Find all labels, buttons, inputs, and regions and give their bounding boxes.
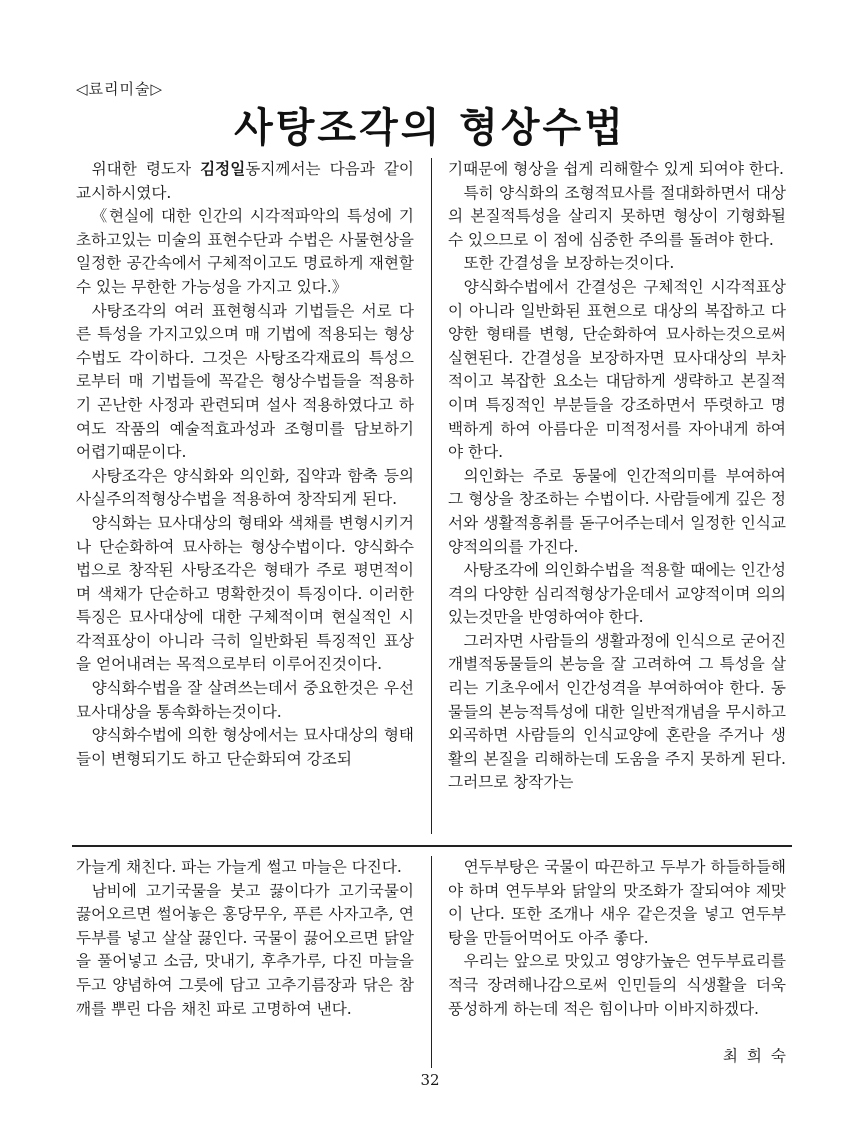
body-paragraph: 양식화수법에 의한 형상에서는 묘사대상의 형태들이 변형되기도 하고 단순화되여 강조되 [76,726,414,768]
recipe-paragraph: 연두부탕은 국물이 따끈하고 두부가 하들하들해야 하며 연두부와 닭알의 맛조화가 잘되여야 제맛이 난다. 또한 조개나 새우 같은것을 넣고 연두부탕을 만들어먹어도 아주 좋다. [448,858,786,947]
body-paragraph: 양식화수법을 잘 살려쓰는데서 중요한것은 우선 묘사대상을 통속화하는것이다. [76,679,414,721]
section-label: ◁료리미술▷ [76,80,164,98]
recipe-paragraph: 남비에 고기국물을 붓고 끓이다가 고기국물이 끓어오르면 썰어놓은 홍당무우, 푸른 사자고추, 연두부를 넣고 살살 끓인다. 국물이 끓어오르면 닭알을 풀어넣고 소금, 맛내기, 후추가루, 다진 마늘을 두고 양념하여 그릇에 담고 고추기름장과 닦은 참깨를 뿌린 다음 채친 파로 고명하여 낸다. [76,881,414,1018]
quote-paragraph: 《현실에 대한 인간의 시각적파악의 특성에 기초하고있는 미술의 표현수단과 수법은 사물현상을 일정한 공간속에서 구체적이고도 명료하게 재현할수 있는 무한한 가능성을 가지고 있다.》 [76,207,414,296]
body-paragraph: 의인화는 주로 동물에 인간적의미를 부여하여 그 형상을 창조하는 수법이다. 사람들에게 깊은 정서와 생활적흥취를 돋구어주는데서 일정한 인식교양적의의를 가진다. [448,466,786,556]
article-column-right [448,158,786,795]
intro-paragraph [76,158,414,205]
recipe-paragraph: 가늘게 채친다. 파는 가늘게 썰고 마늘은 다진다. [76,858,402,876]
body-paragraph: 사탕조각의 여러 표현형식과 기법들은 서로 다른 특성을 가지고있으며 매 기법에 적용되는 형상수법도 각이하다. 그것은 사탕조각재료의 특성으로부터 매 기법들에 꼭같은 형상수법들을 적용하기 곤난한 사정과 관련되며 설사 적용하였다고 하여도 작품의 예술적효과성과 조형미를 담보하기 어렵기때문이다. [76,301,414,462]
column-divider [431,856,432,1068]
body-paragraph: 사탕조각에 의인화수법을 적용할 때에는 인간성격의 다양한 심리적형상가운데서 교양적이며 의의있는것만을 반영하여야 한다. [448,561,786,627]
article-column-left [76,158,414,771]
page-number: 32 [420,1071,440,1089]
body-paragraph: 또한 간결성을 보장하는것이다. [463,254,675,273]
leader-name: 김정일 [200,160,246,178]
author-name: 최 희 숙 [722,1047,788,1065]
body-paragraph: 양식화수법에서 간결성은 구체적인 시각적표상이 아니라 일반화된 표현으로 대상의 복잡하고 다양한 형태를 변형, 단순화하여 묘사하는것으로써 실현된다. 간결성을 보장하자면 묘사대상의 부차적이고 복잡한 요소는 대담하게 생략하고 본질적이며 특징적인 부분들을 강조하면서 뚜렷하고 명백하게 하여 아름다운 미적정서를 자아내게 하여야 한다. [448,277,786,462]
body-paragraph: 사탕조각은 양식화와 의인화, 집약과 함축 등의 사실주의적형상수법을 적용하여 창작되게 된다. [76,466,414,509]
recipe-column-right [448,856,786,1021]
body-paragraph: 그러자면 사람들의 생활과정에 인식으로 굳어진 개별적동물들의 본능을 잘 고려하여 그 특성을 살리는 기초우에서 인간성격을 부여하여야 한다. 동물들의 본능적특성에 대한 일반적개념을 무시하고 외곡하면 사람들의 인식교양에 혼란을 주거나 생활의 본질을 리해하는데 도움을 주지 못하게 된다. 그러므로 창작가는 [448,631,786,792]
body-paragraph: 양식화는 묘사대상의 형태와 색채를 변형시키거나 단순화하여 묘사하는 형상수법이다. 양식화수법으로 창작된 사탕조각은 형태가 주로 평면적이며 색채가 단순하고 명확한것이 특징이다. 이러한 특징은 묘사대상에 대한 구체적이며 현실적인 시각적표상이 아니라 극히 일반화된 특징적인 표상을 얻어내려는 목적으로부터 이루어진것이다. [76,513,414,674]
section-divider [72,845,792,847]
recipe-column-left [76,856,414,1021]
body-paragraph: 특히 양식화의 조형적묘사를 절대화하면서 대상의 본질적특성을 살리지 못하면 형상이 기형화될수 있으므로 이 점에 심중한 주의를 돌려야 한다. [448,183,786,249]
column-divider [431,158,432,834]
body-paragraph: 기때문에 형상을 쉽게 리해할수 있게 되여야 한다. [448,160,784,178]
intro-suffix: 동지께서는 다음과 같이 교시하시였다. [76,160,414,202]
intro-prefix: 위대한 령도자 [91,160,201,178]
article-title: 사탕조각의 형상수법 [234,105,626,151]
recipe-paragraph: 우리는 앞으로 맛있고 영양가높은 연두부료리를 적극 장려해나감으로써 인민들의 식생활을 더욱 풍성하게 하는데 적은 힘이나마 이바지하겠다. [448,952,786,1018]
